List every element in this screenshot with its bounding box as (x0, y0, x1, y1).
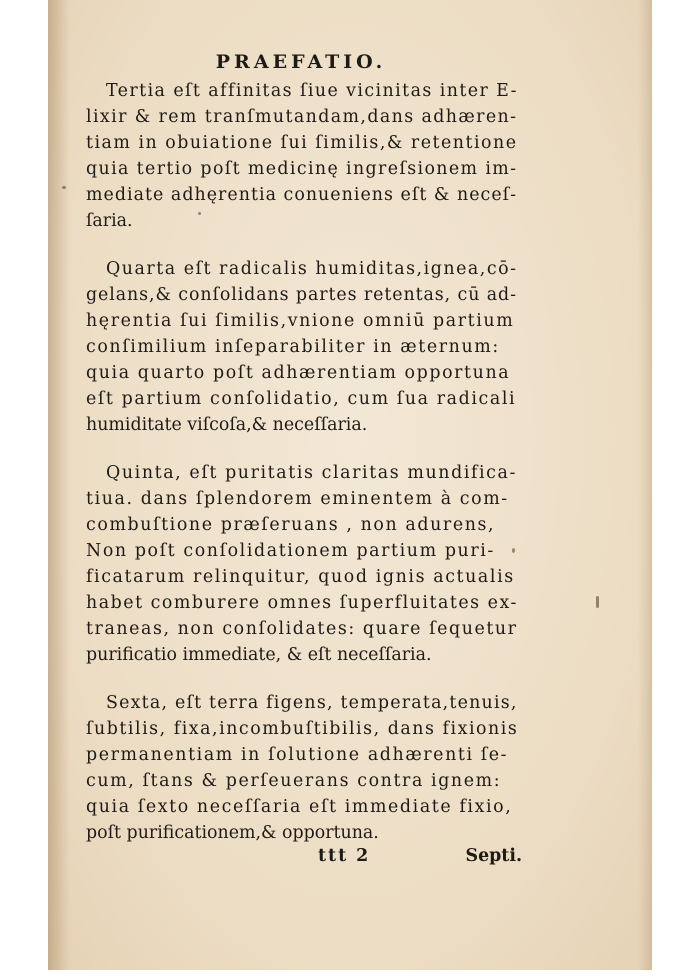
text-line: ſaria. (86, 211, 133, 231)
text-line: purificatio immediate, & eſt neceſſaria. (86, 645, 432, 665)
catchword: Septi. (465, 846, 522, 866)
paragraph-sexta (86, 690, 519, 846)
text-line: tiam in obuiatione ſui ſimilis,& retentione (86, 133, 518, 153)
text-line: quia tertio poſt medicinę ingreſsionem im- (86, 159, 518, 179)
paragraph-quinta (86, 460, 516, 668)
paragraph-quarta (86, 256, 516, 438)
page-edge-shadow (638, 0, 652, 970)
page-footer (86, 846, 522, 874)
book-page (48, 0, 652, 970)
text-line: traneas, non conſolidates: quare ſequetur (86, 619, 518, 639)
text-line: Sexta, eſt terra figens, temperata,tenuis, (106, 693, 518, 713)
text-line: Quarta eſt radicalis humiditas,ignea,cō- (106, 259, 518, 279)
signature-mark: ttt 2 (318, 846, 371, 866)
text-line: humiditate viſcoſa,& neceſſaria. (86, 415, 368, 435)
running-title: PRAEFATIO. (215, 51, 387, 73)
page-text (86, 48, 519, 868)
text-line: ſubtilis, fixa,incombuſtibilis, dans fixionis (86, 719, 519, 739)
text-line: quia quarto poſt adhærentiam opportuna (86, 363, 511, 383)
ink-speck (62, 186, 66, 189)
text-line: combuſtione præſeruans , non adurens, (86, 515, 496, 535)
ink-speck (596, 596, 599, 608)
text-line: cum, ſtans & perſeuerans contra ignem: (86, 771, 502, 791)
text-line: Quinta, eſt puritatis claritas mundifica- (106, 463, 517, 483)
text-line: hęrentia ſui ſimilis,vnione omniū partium (86, 311, 515, 331)
text-line: conſimilium inſeparabiliter in æternum: (86, 337, 500, 357)
text-line: mediate adhęrentia conueniens eſt & neceſ- (86, 185, 518, 205)
text-line: ficatarum relinquitur, quod ignis actualis (86, 567, 515, 587)
text-line: permanentiam in ſolutione adhærenti ſe- (86, 745, 509, 765)
page-gutter-shadow (48, 0, 70, 970)
paragraph-tertia (86, 78, 516, 234)
text-line: quia ſexto neceſſaria eſt immediate fixio, (86, 797, 513, 817)
text-line: habet comburere omnes ſuperfluitates ex- (86, 593, 518, 613)
text-line: eſt partium conſolidatio, cum ſua radicali (86, 389, 517, 409)
text-line: Tertia eſt affinitas ſiue vicinitas inter E- (106, 81, 518, 101)
text-line: Non poſt conſolidationem partium puri- (86, 541, 495, 561)
text-line: lixir & rem tranſmutandam,dans adhæren- (86, 107, 518, 127)
text-line: tiua. dans ſplendorem eminentem à com- (86, 489, 509, 509)
text-line: poſt purificationem,& opportuna. (86, 823, 379, 843)
text-line: gelans,& conſolidans partes retentas, cū ad- (86, 285, 517, 305)
